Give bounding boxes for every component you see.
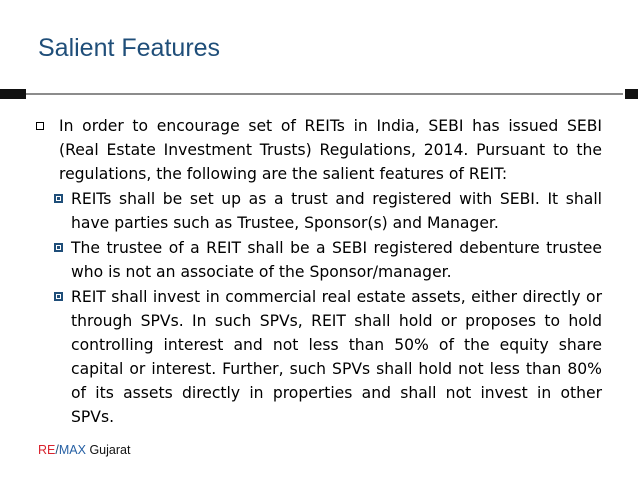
square-bullet-icon: [36, 122, 44, 130]
sub-bullet-text: The trustee of a REIT shall be a SEBI registered debenture trustee who is not an associate of the Sponsor/manager.: [71, 239, 602, 281]
brand-re: RE: [38, 443, 56, 457]
box-bullet-icon: [54, 194, 63, 203]
sub-bullet-text: REIT shall invest in commercial real estate assets, either directly or through SPVs. In such SPVs, REIT shall hold or proposes to hold controlling interest and not less than 50% of the equity share capital or interest. Further, such SPVs shall hold not less than 80% of its assets directly in properties and shall not invest in other SPVs.: [71, 288, 602, 426]
slide-body: [36, 114, 602, 429]
footer-brand: [38, 443, 130, 457]
title-rule-left-block: [0, 89, 26, 99]
sub-bullet: [54, 285, 602, 429]
box-bullet-icon: [54, 292, 63, 301]
slide-title: Salient Features: [38, 34, 221, 62]
box-bullet-icon: [54, 243, 63, 252]
title-rule-line: [26, 93, 623, 95]
sub-bullet-list: [54, 187, 602, 429]
sub-bullet: [54, 187, 602, 235]
sub-bullet-text: REITs shall be set up as a trust and registered with SEBI. It shall have parties such as Trustee, Sponsor(s) and Manager.: [71, 190, 602, 232]
brand-max: MAX: [58, 443, 86, 457]
main-bullet-text: In order to encourage set of REITs in India, SEBI has issued SEBI (Real Estate Investment Trusts) Regulations, 2014. Pursuant to the regulations, the following are the salient features of REIT:: [59, 117, 602, 183]
brand-region: Gujarat: [89, 443, 131, 457]
brand-slash: /: [55, 443, 59, 457]
sub-bullet: [54, 236, 602, 284]
title-rule-right-block: [625, 89, 638, 99]
main-bullet: [36, 114, 602, 186]
